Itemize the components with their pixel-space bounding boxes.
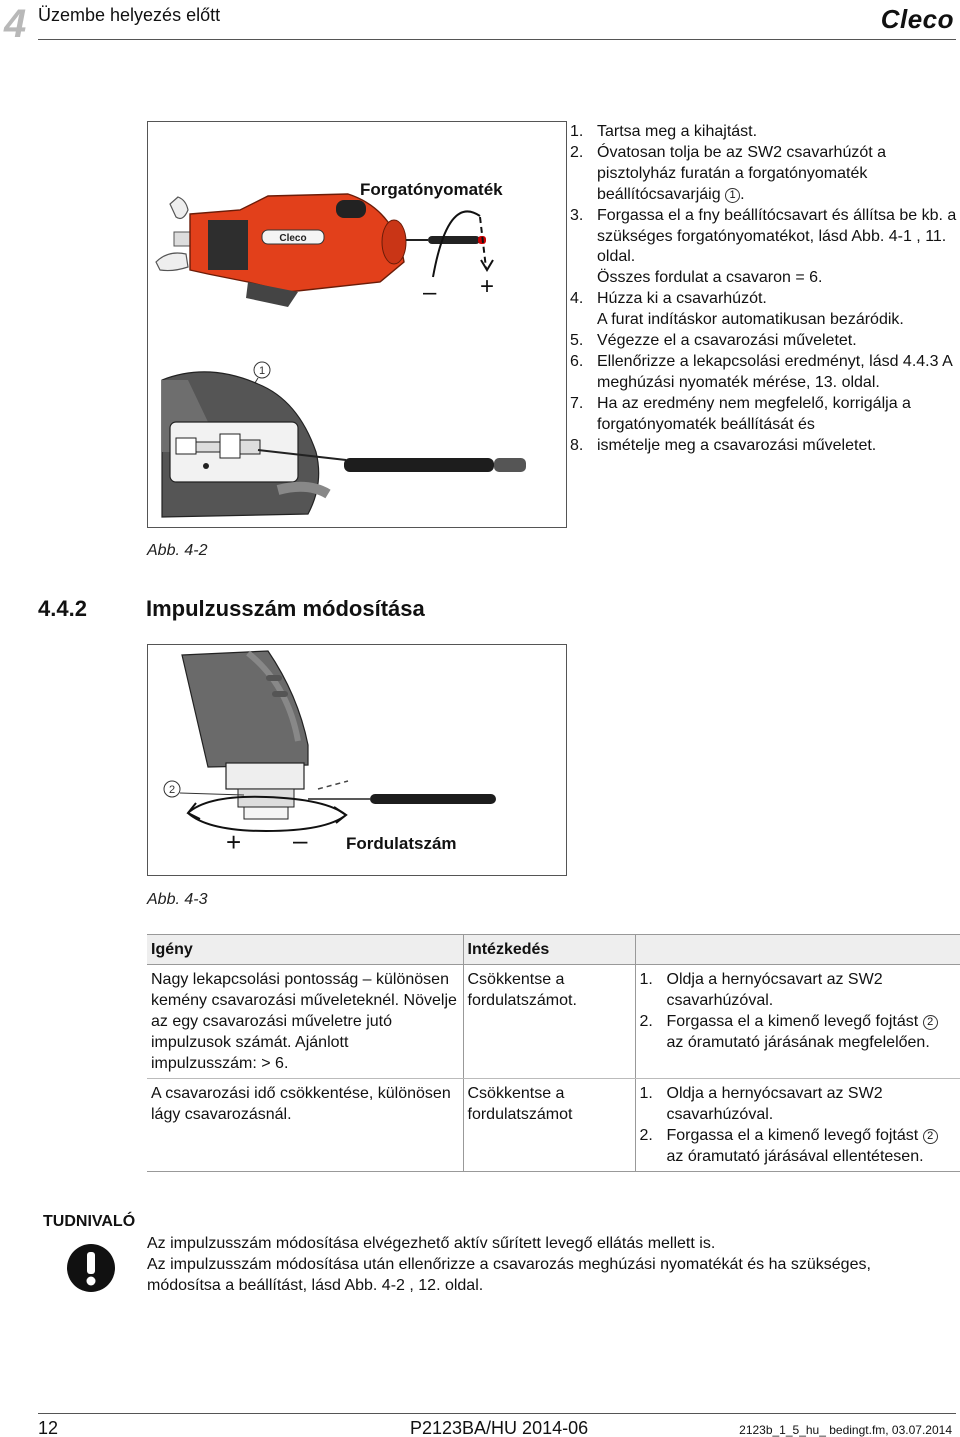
step-5: 5. Végezze el a csavarozási műveletet. [570, 332, 857, 350]
finger-top-icon [170, 197, 188, 218]
figure-torque-adjustment [147, 121, 567, 528]
step-4-note: A furat indításkor automatikusan bezáródik. [597, 311, 904, 329]
output-shaft [174, 232, 190, 246]
footer-rule [38, 1413, 956, 1414]
section-heading: 4.4.2 Impulzusszám módosítása [38, 596, 425, 621]
notice-text [147, 1233, 947, 1296]
file-info: 2123b_1_5_hu_ bedingt.fm, 03.07.2014 [739, 1423, 952, 1437]
tool-button [336, 200, 366, 218]
step-2: 2. Óvatosan tolja be az SW2 csavarhúzót a pisztolyház furatán a forgatónyomaték beállítócsavarjáig 1 . [570, 143, 887, 203]
step-3-note: Összes fordulat a csavaron = 6. [597, 269, 823, 287]
header-need: Igény [147, 935, 463, 965]
callout-1: 1 [258, 365, 266, 377]
minus-sign: – [423, 279, 437, 306]
table-row [147, 965, 960, 1079]
torque-illustration [148, 122, 567, 528]
speed-illustration [148, 645, 567, 876]
torque-arc [433, 211, 480, 277]
figure-caption-4-2: Abb. 4-2 [147, 542, 208, 559]
callout-2-inline: 2 [923, 1129, 938, 1144]
figure-caption-4-3: Abb. 4-3 [147, 891, 208, 908]
notice-label: TUDNIVALÓ [43, 1213, 136, 1230]
screwdriver [370, 794, 496, 804]
tool-base [226, 763, 304, 789]
header-rule [38, 39, 956, 40]
cleco-logo: Cleco [880, 4, 954, 34]
step-8: 8. ismételje meg a csavarozási műveletet. [570, 436, 877, 454]
header-steps [635, 935, 960, 965]
callout-2-inline: 2 [923, 1015, 938, 1030]
chapter-title: Üzembe helyezés előtt [38, 5, 221, 25]
notice-line-2: Az impulzusszám módosítása után ellenőrizze a csavarozás meghúzási nyomatékát és ha szükséges, módosítsa a beállítást, lásd Abb. 4-2 , 12. oldal. [147, 1256, 871, 1294]
tool-brand: Cleco [279, 233, 307, 244]
speed-label: Fordulatszám [346, 834, 457, 853]
step-4: 4. Húzza ki a csavarhúzót. [570, 290, 767, 308]
page-number: 12 [38, 1418, 59, 1437]
procedure-steps [570, 122, 960, 457]
screwdriver-lower [344, 458, 494, 472]
adjustment-table [147, 934, 960, 1172]
finger-bottom-icon [156, 253, 188, 271]
action-cell: Csökkentse a fordulatszámot. [463, 965, 635, 1079]
need-cell: Nagy lekapcsolási pontosság – különösen kemény csavarozási műveleteknél. Növelje az egy csavarozási műveletre jutó impulzusok számát. Ajánlott impulzusszám: > 6. [147, 965, 463, 1079]
callout-1-inline: 1 [725, 188, 740, 203]
step-7: 7. Ha az eredmény nem megfelelő, korrigálja a forgatónyomaték beállítását és [570, 394, 911, 433]
figure-speed-adjustment [147, 644, 567, 876]
torque-label: Forgatónyomaték [360, 180, 503, 199]
steps-cell: 1. Oldja a hernyócsavart az SW2 csavarhúzóval. 2. Forgassa el a kimenő levegő fojtást 2 az óramutató járásának megfelelően. [635, 965, 960, 1079]
tool-nose [208, 220, 248, 270]
document-id: P2123BA/HU 2014-06 [410, 1418, 589, 1437]
step-3: 3. Forgassa el a fny beállítócsavart és állítsa be kb. a szükséges forgatónyomatékot, lásd Abb. 4-1 , 11. oldal. [570, 206, 957, 266]
exclamation-icon [66, 1243, 116, 1293]
screwdriver-top [428, 236, 480, 244]
notice-line-1: Az impulzusszám módosítása elvégezhető aktív sűrített levegő ellátás mellett is. [147, 1235, 716, 1252]
need-cell: A csavarozási idő csökkentése, különösen lágy csavarozásnál. [147, 1079, 463, 1172]
minus-sign: – [293, 825, 308, 855]
action-cell: Csökkentse a fordulatszámot [463, 1079, 635, 1172]
step-1: 1. Tartsa meg a kihajtást. [570, 123, 758, 140]
steps-cell: 1. Oldja a hernyócsavart az SW2 csavarhúzóval. 2. Forgassa el a kimenő levegő fojtást 2 az óramutató járásával ellentétesen. [635, 1079, 960, 1172]
chapter-number: 4 [4, 2, 27, 46]
step-6: 6. Ellenőrizze a lekapcsolási eredményt, lásd 4.4.3 A meghúzási nyomaték mérése, 13. oldal. [570, 352, 952, 391]
plus-sign: + [480, 273, 495, 300]
callout-2: 2 [168, 784, 176, 796]
header-action: Intézkedés [463, 935, 635, 965]
plus-sign: + [226, 827, 242, 857]
table-row [147, 1079, 960, 1172]
